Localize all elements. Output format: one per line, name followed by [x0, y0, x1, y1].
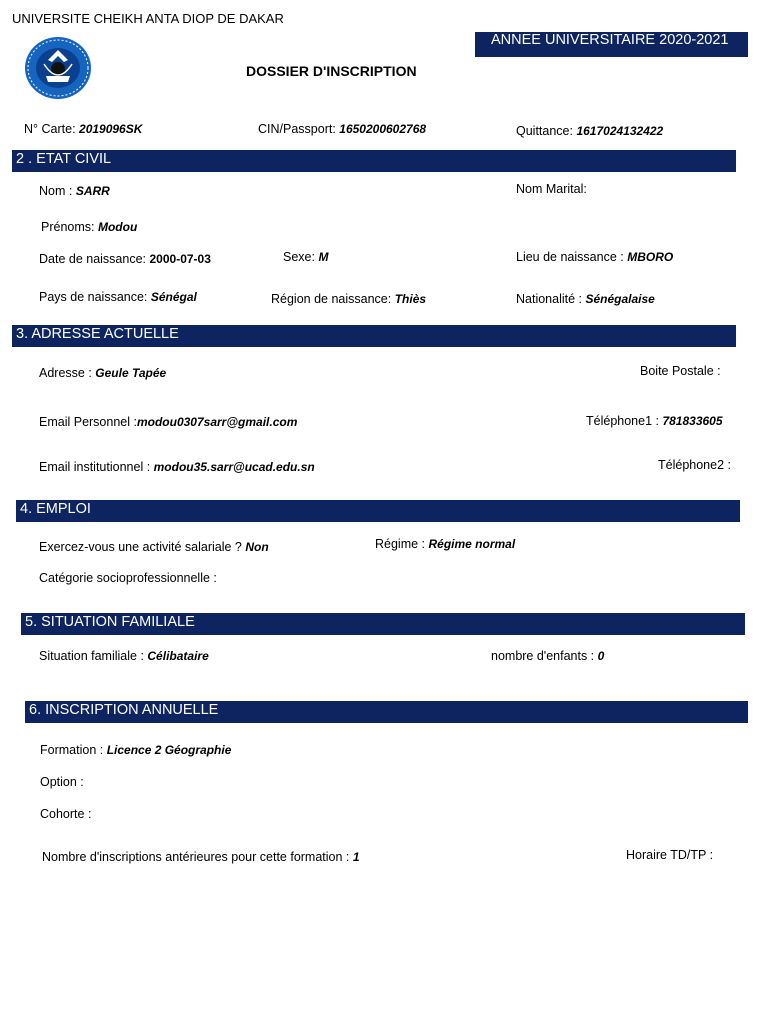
region-naissance-label: Région de naissance:	[271, 292, 395, 306]
inscriptions-anterieures-value: 1	[352, 850, 360, 864]
cin-field	[258, 120, 426, 138]
quittance-label: Quittance:	[516, 124, 577, 138]
nombre-enfants-field	[491, 647, 604, 665]
pays-naissance-field	[39, 288, 197, 306]
carte-field	[24, 120, 142, 138]
cohorte-label: Cohorte :	[40, 807, 92, 821]
nom-field	[39, 182, 110, 200]
regime-value: Régime normal	[428, 537, 516, 551]
telephone2-label: Téléphone2 :	[658, 458, 731, 472]
formation-value: Licence 2 Géographie	[106, 743, 232, 757]
region-naissance-field	[271, 290, 426, 308]
nombre-enfants-label: nombre d'enfants :	[491, 649, 598, 663]
email-institutionnel-value: modou35.sarr@ucad.edu.sn	[153, 460, 315, 474]
nom-label: Nom :	[39, 184, 76, 198]
situation-familiale-label: Situation familiale :	[39, 649, 148, 663]
email-personnel-field	[39, 413, 297, 431]
categorie-label: Catégorie socioprofessionnelle :	[39, 571, 217, 585]
horaire-td-tp-label: Horaire TD/TP :	[626, 848, 714, 862]
nationalite-value: Sénégalaise	[585, 292, 655, 306]
adresse-label: Adresse :	[39, 366, 96, 380]
activite-salariale-value: Non	[245, 540, 269, 554]
adresse-field	[39, 364, 166, 382]
nom-marital-label: Nom Marital:	[516, 182, 587, 196]
academic-year: ANNEE UNIVERSITAIRE 2020-2021	[491, 32, 729, 48]
email-personnel-value: modou0307sarr@gmail.com	[136, 415, 298, 429]
situation-familiale-field	[39, 647, 209, 665]
telephone1-field	[586, 412, 723, 430]
carte-label: N° Carte:	[24, 122, 80, 136]
quittance-value: 1617024132422	[576, 124, 664, 138]
inscriptions-anterieures-field	[42, 848, 360, 866]
lieu-naissance-field	[516, 248, 673, 266]
section-emploi: 4. EMPLOI	[16, 500, 740, 522]
formation-label: Formation :	[40, 743, 107, 757]
university-name: UNIVERSITE CHEIKH ANTA DIOP DE DAKAR	[12, 11, 284, 26]
telephone1-label: Téléphone1 :	[586, 414, 663, 428]
lieu-naissance-value: MBORO	[627, 250, 674, 264]
sexe-value: M	[318, 250, 329, 264]
page-title: DOSSIER D'INSCRIPTION	[246, 63, 417, 79]
adresse-value: Geule Tapée	[95, 366, 167, 380]
email-institutionnel-field	[39, 458, 315, 476]
nombre-enfants-value: 0	[597, 649, 605, 663]
inscriptions-anterieures-label: Nombre d'inscriptions antérieures pour cette formation :	[42, 850, 353, 864]
date-naissance-field	[39, 250, 211, 268]
formation-field	[40, 741, 231, 759]
activite-salariale-label: Exercez-vous une activité salariale ?	[39, 540, 246, 554]
email-personnel-label: Email Personnel :	[39, 415, 137, 429]
cin-value: 1650200602768	[339, 122, 427, 136]
option-label: Option :	[40, 775, 84, 789]
region-naissance-value: Thiès	[394, 292, 427, 306]
nationalite-field	[516, 290, 655, 308]
pays-naissance-value: Sénégal	[150, 290, 197, 304]
regime-label: Régime :	[375, 537, 429, 551]
section-inscription-annuelle: 6. INSCRIPTION ANNUELLE	[25, 701, 748, 723]
prenoms-value: Modou	[97, 220, 138, 234]
section-etat-civil: 2 . ETAT CIVIL	[12, 150, 736, 172]
boite-postale-label: Boite Postale :	[640, 364, 721, 378]
nationalite-label: Nationalité :	[516, 292, 586, 306]
pays-naissance-label: Pays de naissance:	[39, 290, 151, 304]
carte-value: 2019096SK	[79, 122, 143, 136]
lieu-naissance-label: Lieu de naissance :	[516, 250, 628, 264]
prenoms-label: Prénoms:	[41, 220, 98, 234]
date-naissance-value: 2000-07-03	[149, 252, 211, 266]
sexe-label: Sexe:	[283, 250, 319, 264]
activite-salariale-field	[39, 538, 269, 556]
sexe-field	[283, 248, 328, 266]
quittance-field	[516, 122, 663, 140]
telephone1-value: 781833605	[662, 414, 723, 428]
university-seal-icon	[24, 36, 92, 100]
situation-familiale-value: Célibataire	[147, 649, 209, 663]
section-adresse: 3. ADRESSE ACTUELLE	[12, 325, 736, 347]
prenoms-field	[41, 218, 137, 236]
nom-value: SARR	[75, 184, 110, 198]
email-institutionnel-label: Email institutionnel :	[39, 460, 154, 474]
date-naissance-label: Date de naissance:	[39, 252, 150, 266]
cin-label: CIN/Passport:	[258, 122, 340, 136]
regime-field	[375, 535, 515, 553]
section-situation-familiale: 5. SITUATION FAMILIALE	[21, 613, 745, 635]
